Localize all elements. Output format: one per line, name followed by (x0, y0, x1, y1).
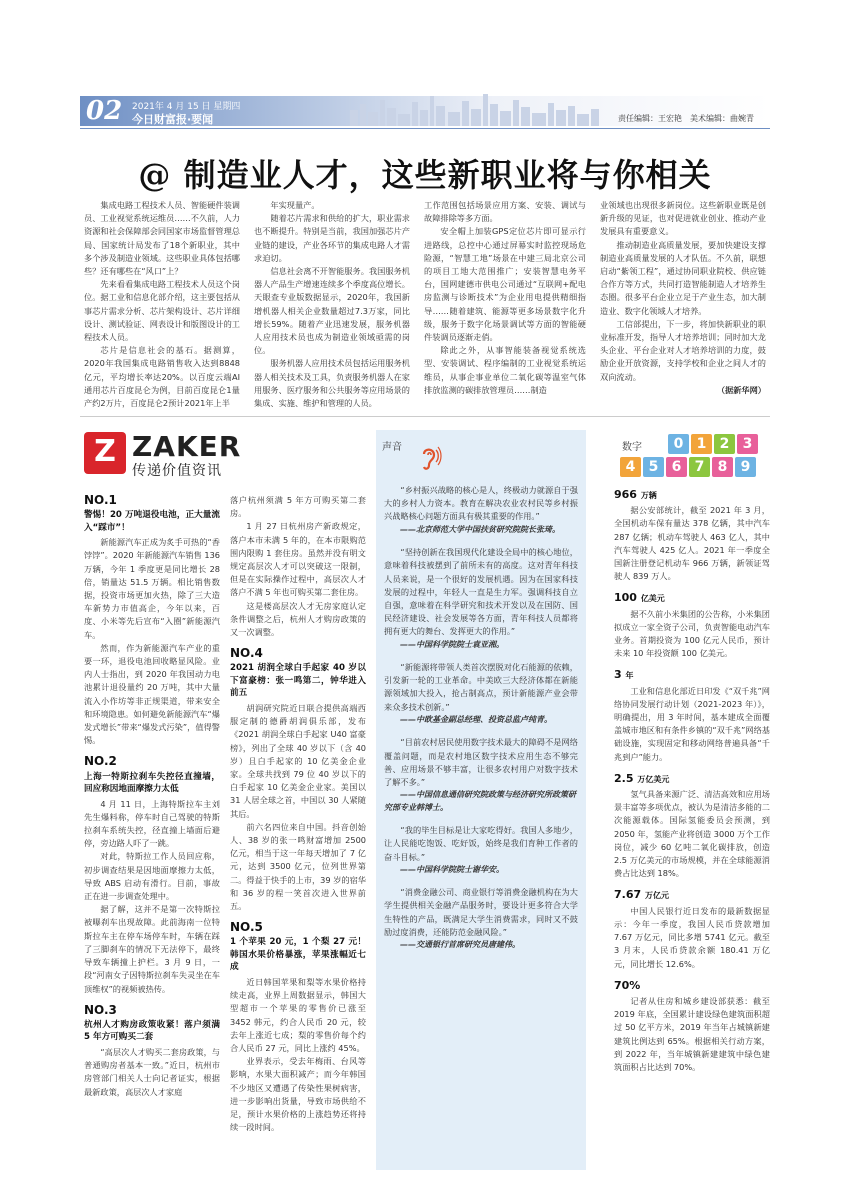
article-column-3 (424, 199, 586, 397)
article-column-2 (254, 199, 410, 410)
paragraph: 前六名四位来自中国。抖音创始人、38 岁的张一鸣财富增加 2500 亿元，相当于这一年每天增加了 7 亿元，达到 3500 亿元，位列世界第二。得益于快手的上市，39 岁的宿华和 36 岁的程一笑首次进入世界前五。 (230, 821, 366, 911)
paragraph: 随着芯片需求和供给的扩大，职业需求也不断提升。特别是当前，我国加强芯片产业链的建设，产业各环节的集成电路人才需求迫切。 (254, 213, 410, 263)
quote-source: ——中国科学院院士袁亚湘。 (400, 639, 504, 649)
news-title: 上海一特斯拉刹车失控径直撞墙，回应称因地面摩擦力太低 (84, 771, 220, 795)
paragraph: 先来看看集成电路工程技术人员这个岗位。据工业和信息化部介绍，这主要包括从事芯片需求分析、芯片架构设计、芯片详细设计、测试验证、网表设计和版图设计的工程技术人员。 (84, 279, 240, 343)
quote-source: ——中欧基金副总经理、投资总监卢纯青。 (400, 714, 552, 724)
stat-unit: 年 (625, 671, 634, 681)
stat-heading (614, 772, 770, 786)
news-number: NO.3 (84, 1002, 117, 1017)
stat-value: 2.5 (614, 771, 634, 785)
paragraph: 胡润研究院近日联合提供高端西服定制的德爵胡润俱乐部，发布《2021 胡润全球白手起家 U40 富豪榜》，列出了全球 40 岁以下（含 40 岁）且白手起家的 10 亿美金企业家。全球共找到 79 位 40 岁以下的白手起家 10 亿美金企业家。美国以 31 人居全球之首，中国以 30 人紧随其后。 (230, 702, 366, 819)
quote-source: ——北京师范大学中国扶贫研究院院长张琦。 (400, 524, 560, 534)
paragraph: 据公安部统计，截至 2021 年 3 月，全国机动车保有量达 378 亿辆，其中汽车 287 亿辆；机动车驾驶人 463 亿人，其中汽车驾驶人 425 亿人。2021 年一季度全国新注册登记机动车 966 万辆，新领证驾驶人 839 万人。 (614, 505, 770, 582)
digit-box: 7 (689, 457, 710, 477)
quote-source: ——交通银行首席研究员唐建伟。 (400, 940, 520, 950)
paragraph: 服务机器人应用技术员包括运用服务机器人相关技术及工具，负责服务机器人在家用服务、医疗服务和公共服务等应用场景的集成、实施、维护和管理的人员。 (254, 358, 410, 409)
news-number: NO.2 (84, 754, 117, 769)
stat-unit: 万亿元 (644, 891, 669, 901)
paragraph: 然而，作为新能源汽车产业的重要一环，退役电池回收略显风险。业内人士指出，到 2020 年我国动力电池累计退役量约 20 万吨，其中大量流入小作坊等非正规渠道，带来安全和环境隐患。如何避免新能源汽车“爆发式增长”带来“爆发式污染”，值得警惕。 (84, 642, 220, 746)
article-signature: （据新华网） (716, 384, 766, 395)
quote-text: “目前农村居民使用数字技术最大的障碍不是网络覆盖问题，而是农村地区数字技术应用生态不够完善、应用场景不够丰富，让很多农村用户对数字技术了解不多。” (384, 737, 578, 787)
quote-text: “新能源将带领人类首次摆脱对化石能源的依赖，引发新一轮的工业革命。中美欧三大经济体都在新能源领域加大投入，抢占制高点，预计新能源产业会带来众多技术创新。” (384, 662, 578, 712)
paragraph: 芯片是信息社会的基石。据测算，2020年我国集成电路销售收入达到8848亿元，平均增长率达20%。以百度云端AI通用芯片百度昆仑为例，目前百度昆仑1量产约2万片，百度昆仑2预计2021年上半 (84, 345, 240, 409)
news-number: NO.5 (230, 920, 263, 935)
paragraph: 氢气具备来源广泛、清洁高效和应用场景丰富等多项优点，被认为是清洁多能的二次能源载体。国际氢能委员会预测，到 2050 年，氢能产业将创造 3000 万个工作岗位，减少 60 亿吨二氧化碳排放，创造 2.5 万亿美元的市场规模，并在全球能源消费占比达到 18%。 (614, 789, 770, 879)
stat-heading (614, 668, 770, 682)
digit-box: 5 (643, 457, 664, 477)
paragraph: 信息社会离不开智能服务。我国服务机器人产品生产增速连续多个季度高位增长。天眼查专业版数据显示，2020年，我国新增机器人相关企业数量超过7.3万家，同比增长59%。随着产业迅速发展，服务机器人应用技术员也成为制造业领域亟需的岗位。 (254, 266, 410, 356)
digits-column (614, 488, 770, 1074)
stat-value: 100 (614, 591, 637, 605)
article-column-4 (600, 199, 766, 397)
paragraph: 安全帽上加装GPS定位芯片即可显示行进路线，总控中心通过屏幕实时监控现场危险源，“智慧工地”场景在中建三局北京公司的项目工地大范围推广；安装智慧电务平台，国网建德市供电公司通过“互联网+配电房监测与诊断技术”为企业用电提供精细指导……随着建筑、能源等更多场景数字化升级，服务于数字化场景调试等方面的智能硬件装调员逐渐走俏。 (424, 226, 586, 343)
paragraph: 1 月 27 日杭州房产新政规定，落户本市未满 5 年的，在本市限购范围内限购 1 套住房。虽然并没有明文规定高层次人才可以突破这一限制，但是在实际操作过程中，高层次人才落户不满 5 年也可购买第二套住房。 (230, 521, 366, 598)
stat-heading (614, 888, 770, 902)
section-divider (80, 416, 770, 417)
stat-value: 7.67 (614, 888, 642, 902)
paragraph: 这是楼高层次人才无房家庭认定条件调整之后，杭州人才购房政策的又一次调整。 (230, 600, 366, 638)
page-number: 02 (86, 96, 123, 126)
stat-value: 70% (614, 978, 641, 992)
paragraph: 据不久前小米集团的公告称，小米集团拟成立一家全资子公司，负责智能电动汽车业务。首期投资为 100 亿元人民币，预计未来 10 年投资额 100 亿美元。 (614, 608, 770, 659)
paragraph: 新能源汽车正成为炙手可热的“香饽饽”。2020 年新能源汽车销售 136 万辆，今年 1 季度更是同比增长 28 倍，销量达 51.5 万辆。相比销售数据，投资市场更加火热，除了三大造车新势力市值高企，今年以来，百度、小米等先后宣布“入圈”新能源汽车。 (84, 537, 220, 640)
stat-heading (614, 591, 770, 605)
news-number: NO.4 (230, 646, 263, 661)
paragraph: 年实现量产。 (270, 200, 320, 210)
stat-value: 3 (614, 668, 622, 682)
quote-text: “我的毕生目标是让大家吃得好。我国人多地少，让人民能吃饱饭、吃好饭，始终是我们育种工作者的奋斗目标。” (384, 825, 578, 862)
news-title: 杭州人才购房政策收紧！落户须满 5 年方可购买二套 (84, 1019, 220, 1043)
digit-box: 1 (691, 434, 712, 454)
digit-box: 8 (712, 457, 733, 477)
digit-box: 6 (666, 457, 687, 477)
paragraph: 对此，特斯拉工作人员回应称，初步调查结果是因地面摩擦力太低，导致 ABS 启动有滑行。目前，事故正在进一步调查处理中。 (84, 851, 220, 902)
digits-title: 数字 (622, 442, 642, 453)
quote-text: “坚持创新在我国现代化建设全局中的核心地位，意味着科技被摆到了前所未有的高度。这对青年科技人员来说，是一个很好的发展机遇。因为在国家科技发展的过程中，年轻人一直是生力军。强调科技自立自强，意味着在科学研究和技术开发以及在国防、国民经济建设、社会发展等各方面，青年科技人员都将拥有更大的舞台、发挥更大的作用。” (384, 547, 578, 637)
quote-source: ——中国信息通信研究院政策与经济研究所政策研究部专业韩博士。 (384, 790, 576, 812)
paragraph: 推动制造业高质量发展，要加快建设支撑制造业高质量发展的人才队伍。不久前，联想启动“紫领工程”，通过协同职业院校、供应链合作方等方式，共同打造智能制造人才培养生态圈。很多平台企业立足于产业生态，加大制造业、数字化领域人才培养。 (600, 239, 766, 316)
city-skyline-image (340, 92, 610, 126)
digit-box: 4 (620, 457, 641, 477)
zaker-logo-word: ZAKER (132, 430, 242, 463)
paragraph: “高层次人才购买二套房政策，与普通购房者基本一致。”近日，杭州市房管部门相关人士向记者证实，根据最新政策，高层次人才家庭 (84, 1046, 220, 1097)
stat-heading (614, 979, 770, 993)
stat-unit: 亿美元 (640, 594, 665, 604)
digit-box: 9 (735, 457, 756, 477)
news-title: 2021 胡润全球白手起家 40 岁以下富豪榜：张一鸣第二，钟华进入前五 (230, 663, 366, 699)
paragraph: 记者从住房和城乡建设部获悉：截至 2019 年底，全国累计建设绿色建筑面积超过 50 亿平方米，2019 年当年占城镇新建建筑比例达到 65%。根据相关行动方案，到 2022 年，当年城镇新建建筑中绿色建筑面积占比达到 70%。 (614, 995, 770, 1072)
paragraph: 落户杭州须满 5 年方可购买第二套房。 (230, 495, 366, 519)
voices-quotes (384, 484, 578, 962)
zaker-slogan: 传递价值资讯 (132, 463, 222, 479)
paragraph: 工信部提出，下一步，将加快新职业的职业标准开发，指导人才培养培训；同时加大龙头企业、平台企业对人才培养培训的力度，鼓励企业开放资源，支持学校和企业之间人才的双向流动。 (600, 318, 766, 382)
news-title: 警惕！20 万吨退役电池，正大量流入“踩市”！ (84, 510, 220, 533)
paragraph: 业界表示，受去年梅雨、台风等影响，水果大面积减产；而今年韩国不少地区又遭遇了传染性果树病害，进一步影响出货量，导致市场供给不足，预计水果价格的上涨趋势还将持续一段时间。 (230, 1056, 366, 1133)
article-column-1 (84, 199, 240, 410)
paragraph: 除此之外，从事智能装备视觉系统选型、安装调试、程序编制的工业视觉系统运维员，从事企事业单位二氧化碳等温室气体排放监测的碳排放管理员……制造 (424, 345, 586, 395)
ear-icon (416, 444, 442, 474)
paragraph: 中国人民银行近日发布的最新数据显示：今年一季度，我国人民币贷款增加 7.67 万亿元，同比多增 5741 亿元。截至 3 月末，人民币贷款余额 180.41 万亿元，同比增长 12.6%。 (614, 905, 770, 969)
paragraph: 4 月 11 日，上海特斯拉车主刘先生爆料称，停车时自己驾驶的特斯拉刹车系统失控，径直撞上墙面后避停，旁边路人吓了一跳。 (84, 798, 220, 849)
editors-credit: 责任编辑：王宏艳 美术编辑：曲婉青 (618, 114, 754, 123)
stat-unit: 万辆 (640, 491, 657, 500)
paper-name: 今日财富报·要闻 (132, 113, 214, 126)
zaker-column-1 (84, 494, 220, 1099)
page-headline: @ 制造业人才，这些新职业将与你相关 (138, 156, 712, 194)
stat-heading (614, 488, 770, 502)
voices-title: 声音 (382, 442, 402, 453)
stat-value: 966 (614, 488, 637, 501)
paragraph: 工作范围包括场景应用方案、安装、调试与故障排除等多方面。 (424, 200, 586, 224)
quote-source: ——中国科学院院士谢华安。 (400, 864, 504, 874)
digit-box: 0 (668, 434, 689, 454)
news-title: 1 个苹果 20 元，1 个梨 27 元！韩国水果价格暴涨，苹果涨幅近七成 (230, 937, 366, 973)
header-rule (80, 128, 770, 129)
paragraph: 据了解，这并不是第一次特斯拉被曝刹车出现故障。此前海南一位特斯拉车主在停车场停车时，车辆在踩了三脚刹车的情况下无法停下，最终导致车辆撞上护栏。3 月 9 日，一段“河南女子因特斯拉刹车失灵坐在车顶维权”的视频被热传。 (84, 904, 220, 994)
paragraph: 集成电路工程技术人员、智能硬件装调员、工业视觉系统运维员……不久前，人力资源和社会保障部会同国家市场监督管理总局、国家统计局发布了18个新职业，其中多个涉及制造业领域。这些职业具体包括哪些？还有哪些在“风口”上？ (84, 200, 240, 277)
stat-unit: 万亿美元 (637, 774, 670, 784)
news-number: NO.1 (84, 493, 117, 507)
quote-text: “消费金融公司、商业银行等消费金融机构在为大学生提供相关金融产品服务时，要设计更多符合大学生特性的产品，既满足大学生消费需求，同时又不鼓励过度消费，还能防范金融风险。” (384, 887, 578, 937)
zaker-logo-letter: Z (94, 434, 116, 469)
quote-text: “乡村振兴战略的核心是人，终极动力就源自于强大的乡村人力资本。教育在解决农业农村民等乡村振兴战略核心问题方面具有极其重要的作用。” (384, 485, 578, 522)
issue-date: 2021年 4 月 15 日 星期四 (132, 102, 241, 112)
digit-box: 3 (737, 434, 758, 454)
paragraph: 业领域也出现很多新岗位。这些新职业既是创新升级的见证，也对促进就业创业、推动产业发展具有重要意义。 (600, 200, 766, 237)
zaker-column-2 (230, 494, 366, 1134)
paragraph: 近日韩国苹果和梨等水果价格持续走高，业界上周数据显示，韩国大型超市一个苹果的零售价已涨至 3452 韩元，约合人民币 20 元，较去年上涨近七成；梨的零售价每个约合人民币 27 元，同比上涨约 45%。 (230, 976, 366, 1053)
paragraph: 工业和信息化部近日印发《“双千兆”网络协同发展行动计划（2021-2023 年）》，明确提出，用 3 年时间，基本建成全面覆盖城市地区和有条件乡镇的“双千兆”网络基础设施，实现固定和移动网络普遍具备“千兆到户”能力。 (614, 685, 770, 762)
digit-box: 2 (714, 434, 735, 454)
